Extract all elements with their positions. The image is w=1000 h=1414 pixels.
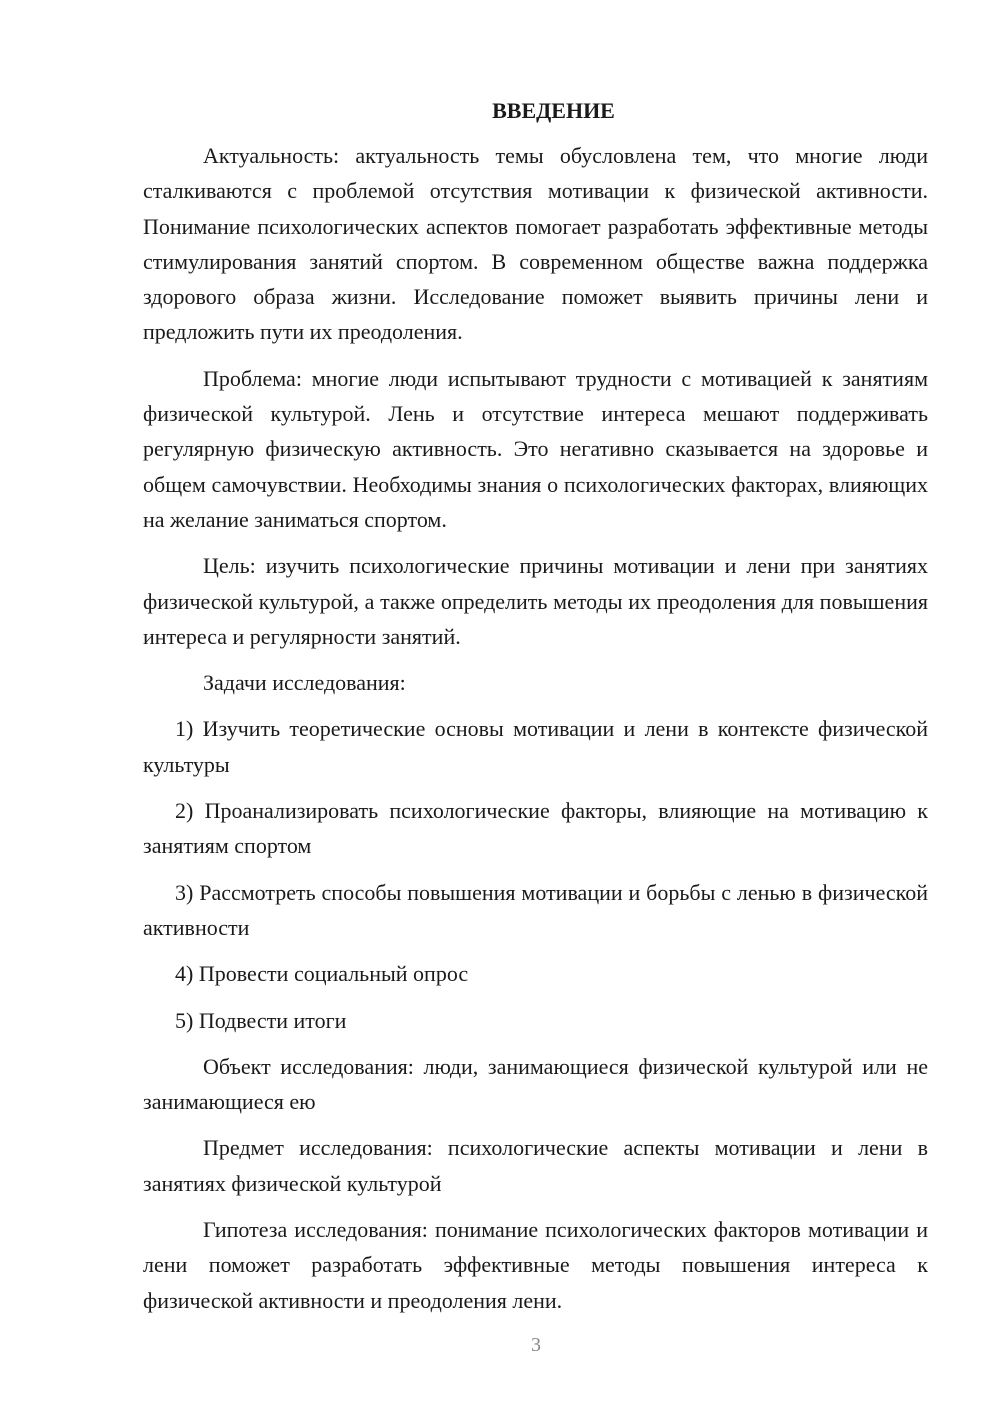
paragraph-object: Объект исследования: люди, занимающиеся физической культурой или не занимающиеся ею xyxy=(143,1053,928,1115)
page-title: ВВЕДЕНИЕ xyxy=(492,98,615,123)
paragraph-hypothesis: Гипотеза исследования: понимание психологических факторов мотивации и лени поможет разработать эффективные методы повышения интереса к физической активности и преодоления лени. xyxy=(143,1217,928,1313)
task-item-1: 1) Изучить теоретические основы мотивации и лени в контексте физической культуры xyxy=(143,716,928,777)
task-item-5: 5) Подвести итоги xyxy=(175,1007,347,1033)
page-content xyxy=(143,96,928,1329)
paragraph-subject: Предмет исследования: психологические аспекты мотивации и лени в занятиях физической культурой xyxy=(143,1135,928,1196)
paragraph-goal: Цель: изучить психологические причины мотивации и лени при занятиях физической культурой, а также определить методы их преодоления для повышения интереса и регулярности занятий. xyxy=(143,553,928,649)
paragraph-relevance: Актуальность: актуальность темы обусловлена тем, что многие люди сталкиваются с проблемой отсутствия мотивации к физической активности. Понимание психологических аспектов помогает разработать эффективные методы стимулирования занятий спортом. В современном обществе важна поддержка здорового образа жизни. Исследование поможет выявить причины лени и предложить пути их преодоления. xyxy=(143,143,928,345)
paragraph-problem: Проблема: многие люди испытывают трудности с мотивацией к занятиям физической культурой. Лень и отсутствие интереса мешают поддерживать регулярную физическую активность. Это негативно сказывается на здоровье и общем самочувствии. Необходимы знания о психологических факторах, влияющих на желание заниматься спортом. xyxy=(143,365,928,532)
task-item-2: 2) Проанализировать психологические факторы, влияющие на мотивацию к занятиям спортом xyxy=(143,798,928,859)
page-number: 3 xyxy=(531,1334,541,1356)
task-item-3: 3) Рассмотреть способы повышения мотивации и борьбы с ленью в физической активности xyxy=(143,879,928,940)
task-item-4: 4) Провести социальный опрос xyxy=(175,961,469,987)
paragraph-tasks-heading: Задачи исследования: xyxy=(203,670,406,696)
